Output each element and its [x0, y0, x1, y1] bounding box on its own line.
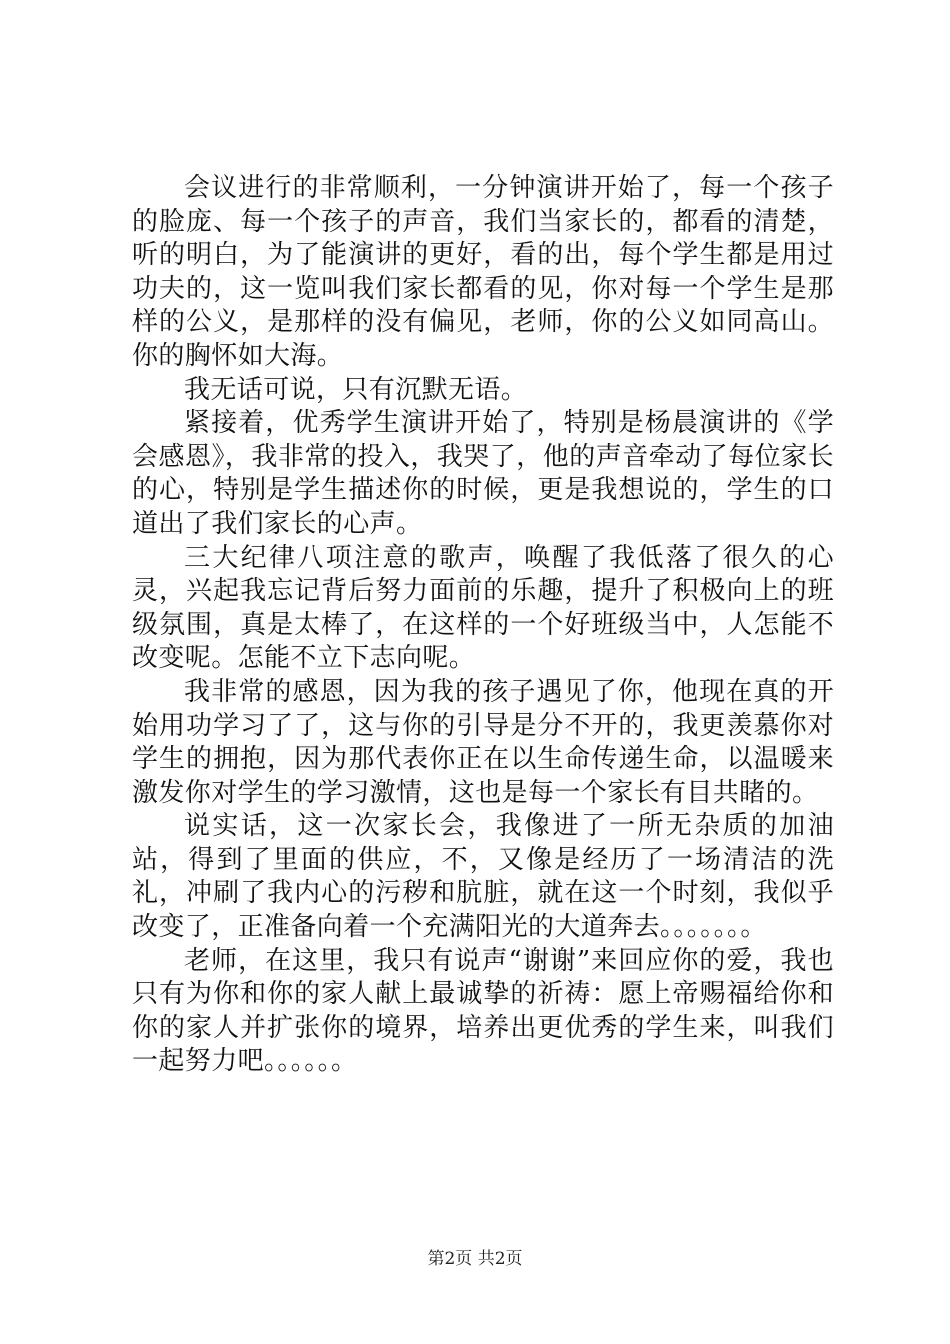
- document-body: [132, 172, 834, 1079]
- paragraph: 三大纪律八项注意的歌声，唤醒了我低落了很久的心灵，兴起我忘记背后努力面前的乐趣，提升了积极向上的班级氛围，真是太棒了，在这样的一个好班级当中，人怎能不改变呢。怎能不立下志向呢。: [132, 542, 834, 674]
- paragraph: 说实话，这一次家长会，我像进了一所无杂质的加油站，得到了里面的供应，不，又像是经历了一场清洁的洗礼，冲刷了我内心的污秽和肮脏，就在这一个时刻，我似乎改变了，正准备向着一个充满阳光的大道奔去。。。。。。。: [132, 811, 834, 943]
- paragraph: 紧接着，优秀学生演讲开始了，特别是杨晨演讲的《学会感恩》，我非常的投入，我哭了，他的声音牵动了每位家长的心，特别是学生描述你的时候，更是我想说的，学生的口道出了我们家长的心声。: [132, 408, 834, 539]
- paragraph: 我无话可说，只有沉默无语。: [184, 374, 528, 405]
- paragraph: 我非常的感恩，因为我的孩子遇见了你，他现在真的开始用功学习了了，这与你的引导是分不开的，我更羡慕你对学生的拥抱，因为那代表你正在以生命传递生命，以温暖来激发你对学生的学习激情，这也是每一个家长有目共睹的。: [132, 676, 834, 808]
- paragraph: 老师，在这里，我只有说声“谢谢”来回应你的爱，我也只有为你和你的家人献上最诚挚的祈祷：愿上帝赐福给你和你的家人并扩张你的境界，培养出更优秀的学生来，叫我们一起努力吧。。。。。。: [132, 945, 834, 1077]
- page-number-footer: 第2页 共2页: [427, 1249, 523, 1269]
- paragraph: 会议进行的非常顺利，一分钟演讲开始了，每一个孩子的脸庞、每一个孩子的声音，我们当家长的，都看的清楚，听的明白，为了能演讲的更好，看的出，每个学生都是用过功夫的，这一览叫我们家长都看的见，你对每一个学生是那样的公义，是那样的没有偏见，老师，你的公义如同高山。你的胸怀如大海。: [132, 173, 834, 371]
